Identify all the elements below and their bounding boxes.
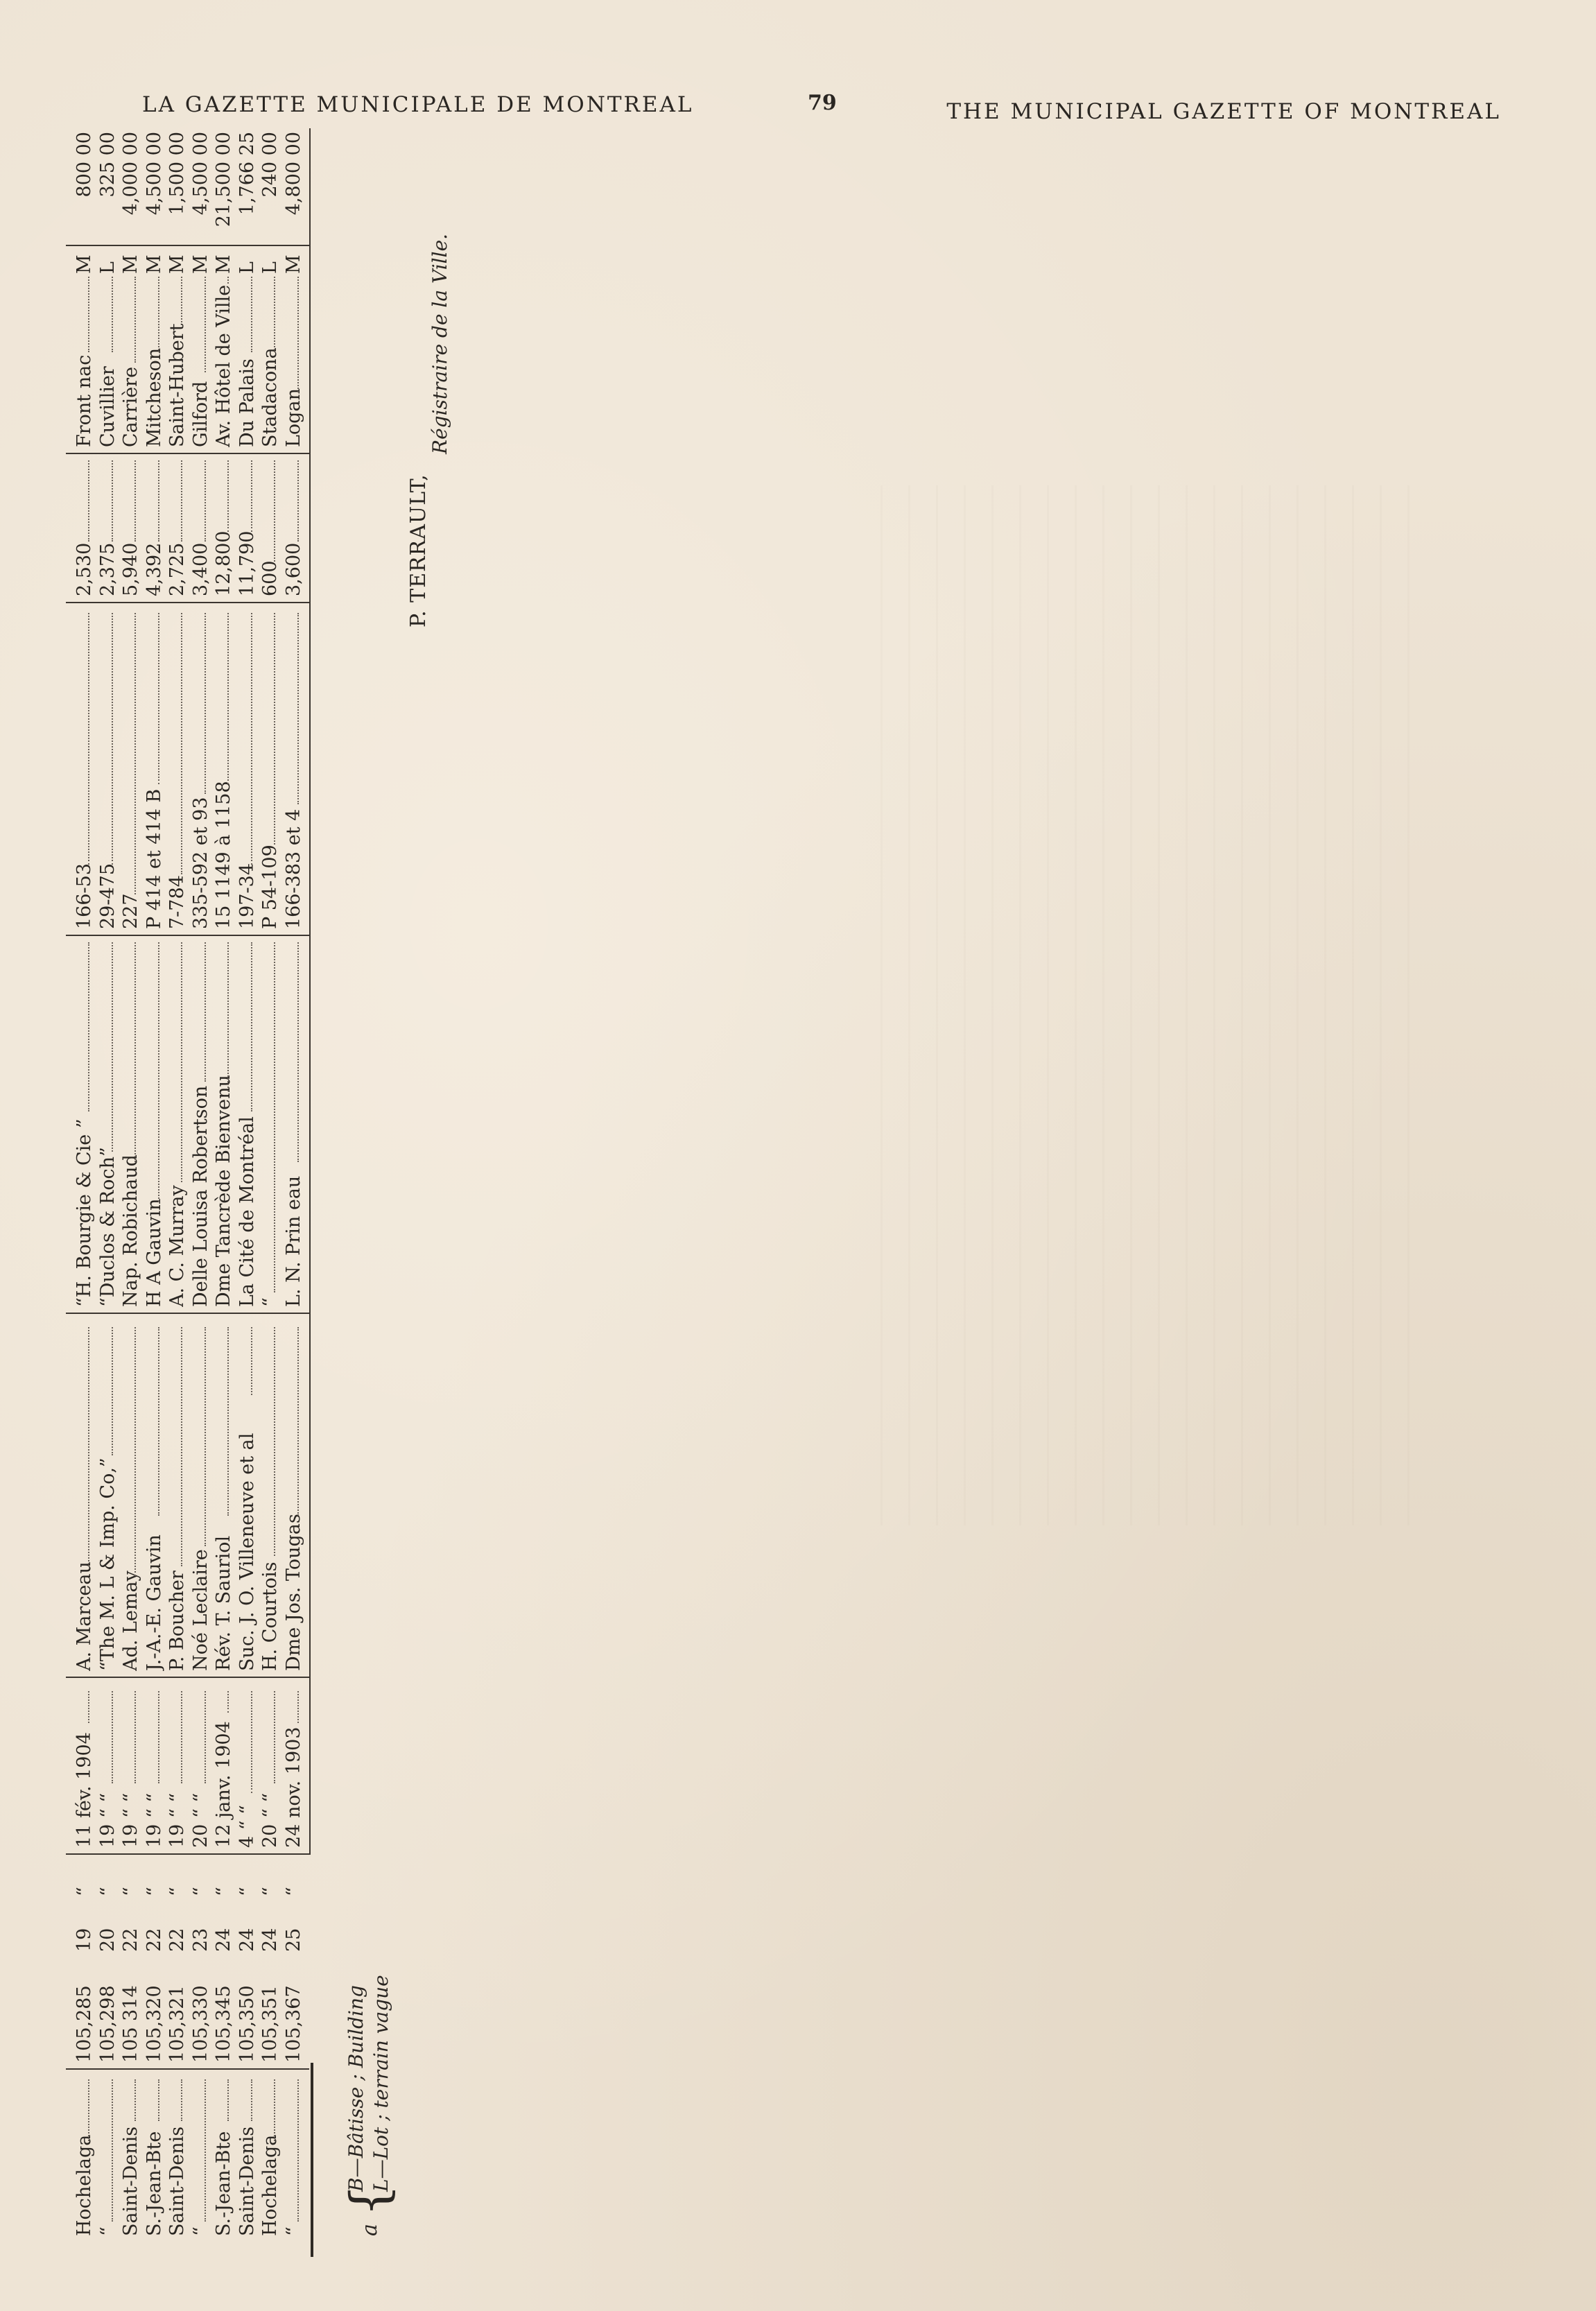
table-row (259, 132, 281, 2257)
cell-street: Logan (282, 388, 304, 447)
cell-seller: P. Boucher (166, 1570, 188, 1671)
cell-num: 105,321 (166, 1985, 188, 2063)
leader-dots (119, 460, 136, 542)
running-header (142, 87, 1501, 131)
cell-seller: H. Courtois (259, 1561, 281, 1671)
table-row (96, 132, 119, 2257)
leader-dots (73, 942, 89, 1112)
signature-title: Régistraire de la Ville. (428, 233, 451, 454)
cell-q: “ (236, 1887, 258, 1896)
cell-v: 22 (120, 1928, 141, 1952)
registry-table (45, 132, 1362, 2257)
table-bottom-rule-thick (311, 2063, 313, 2257)
cell-buyer: Nap. Robichaud (120, 1154, 141, 1307)
cell-num: 105,298 (96, 1985, 119, 2063)
legend-building: B—Bâtisse ; Building (345, 1985, 367, 2192)
cell-v: 24 (236, 1928, 258, 1952)
cell-ward: Saint-Denis (120, 2126, 141, 2236)
cell-v: 23 (189, 1928, 211, 1952)
cell-q: “ (282, 1887, 304, 1896)
leader-dots (189, 1327, 206, 1546)
leader-dots (259, 942, 275, 1293)
leader-dots (189, 2079, 206, 2222)
cell-lot: 15 1149 à 1158 (213, 781, 234, 929)
leader-dots (282, 2079, 299, 2222)
leader-dots (166, 1327, 182, 1566)
leader-dots (166, 277, 182, 322)
leader-dots (119, 613, 136, 895)
cell-seller: Dme Jos. Tougas (282, 1514, 304, 1671)
cell-lot: 29-475 (96, 863, 119, 929)
cell-value: 325 00 (96, 132, 119, 198)
cell-area: 12,800 (213, 530, 234, 596)
cell-street: Stadacona (259, 347, 281, 447)
leader-dots (166, 942, 182, 1182)
table-row (143, 132, 166, 2257)
leader-dots (96, 942, 113, 1152)
cell-area: 3,600 (282, 542, 304, 596)
cell-type: M (143, 254, 165, 274)
column-rule (66, 935, 309, 936)
cell-type: M (189, 254, 211, 274)
cell-street: Mitcheson (143, 347, 165, 447)
cell-ward: “ (96, 2226, 119, 2236)
cell-value: 800 00 (73, 132, 95, 198)
leader-dots (189, 613, 206, 795)
leader-dots (119, 277, 136, 363)
cell-value: 1,766 25 (236, 132, 258, 216)
leader-dots (73, 1327, 89, 1566)
leader-dots (143, 613, 159, 784)
cell-value: 4,000 00 (120, 132, 141, 216)
cell-date: 20 “ “ (189, 1792, 211, 1848)
cell-date: 11 fév. 1904 (73, 1732, 95, 1848)
cell-ward: S.-Jean-Bte (143, 2131, 165, 2236)
column-rule (66, 245, 309, 246)
cell-area: 2,725 (166, 542, 188, 596)
cell-street: Carrière (120, 366, 141, 447)
cell-type: L (259, 261, 281, 274)
leader-dots (212, 2079, 229, 2122)
cell-area: 2,375 (96, 542, 119, 596)
cell-date: 24 nov. 1903 (282, 1726, 304, 1848)
cell-q: “ (96, 1887, 119, 1896)
cell-buyer: “H. Bourgie & Cie ” (73, 1118, 95, 1307)
cell-type: L (96, 261, 119, 274)
cell-street: Du Palais (236, 358, 258, 447)
leader-dots (259, 1327, 275, 1557)
cell-street: Front nac (73, 354, 95, 447)
cell-date: 4 “ “ (236, 1805, 258, 1848)
cell-date: 12 janv. 1904 (213, 1721, 234, 1848)
cell-value: 240 00 (259, 132, 281, 198)
cell-date: 19 “ “ (166, 1792, 188, 1848)
leader-dots (282, 1691, 299, 1723)
leader-dots (259, 1691, 275, 1783)
cell-buyer: H A Gauvin (143, 1198, 165, 1307)
cell-type: M (213, 254, 234, 274)
cell-value: 21,500 00 (213, 132, 234, 227)
cell-lot: 7-784 (166, 875, 188, 929)
leader-dots (143, 942, 159, 1202)
leader-dots (236, 2079, 252, 2122)
legend-letter: a (358, 2224, 382, 2236)
cell-area: 5,940 (120, 542, 141, 596)
rotated-registry-table (45, 132, 1362, 2257)
cell-area: 600 (259, 560, 281, 596)
cell-num: 105,285 (73, 1985, 95, 2063)
leader-dots (282, 277, 299, 393)
leader-dots (282, 1327, 299, 1516)
table-row (119, 132, 142, 2257)
cell-buyer: L. N. Prin eau (282, 1175, 304, 1307)
cell-q: “ (73, 1887, 95, 1896)
table-row (73, 132, 96, 2257)
cell-q: “ (189, 1887, 211, 1896)
column-rule (66, 1313, 309, 1314)
column-rule (66, 1677, 309, 1678)
leader-dots (73, 613, 89, 865)
leader-dots (212, 613, 229, 784)
leader-dots (259, 460, 275, 562)
cell-num: 105,330 (189, 1985, 211, 2063)
cell-v: 25 (282, 1928, 304, 1952)
cell-buyer: A. C. Murray (166, 1185, 188, 1307)
cell-type: M (282, 254, 304, 274)
legend-brace: { (340, 2183, 399, 2217)
column-rule (66, 602, 309, 603)
cell-street: Av. Hôtel de Ville (213, 284, 234, 447)
cell-lot: 197-34 (236, 863, 258, 929)
cell-v: 24 (259, 1928, 281, 1952)
leader-dots (212, 1327, 229, 1516)
leader-dots (212, 277, 229, 284)
leader-dots (212, 942, 229, 1092)
cell-num: 105,320 (143, 1985, 165, 2063)
cell-seller: Ad. Lemay (120, 1570, 141, 1671)
cell-street: Saint-Hubert (166, 323, 188, 447)
leader-dots (166, 613, 182, 875)
leader-dots (282, 460, 299, 542)
cell-area: 3,400 (189, 542, 211, 596)
cell-buyer: “ (259, 1297, 281, 1307)
leader-dots (73, 277, 89, 353)
cell-v: 22 (166, 1928, 188, 1952)
table-row (166, 132, 189, 2257)
cell-date: 19 “ “ (96, 1792, 119, 1848)
cell-buyer: Delle Louisa Robertson (189, 1085, 211, 1307)
cell-lot: P 414 et 414 B (143, 788, 165, 929)
cell-date: 19 “ “ (143, 1792, 165, 1848)
cell-value: 4,500 00 (143, 132, 165, 216)
cell-num: 105,345 (213, 1985, 234, 2063)
leader-dots (236, 1691, 252, 1794)
leader-dots (189, 1691, 206, 1783)
cell-ward: Hochelaga (259, 2134, 281, 2236)
leader-dots (119, 1691, 136, 1783)
leader-dots (166, 460, 182, 542)
leader-dots (96, 460, 113, 542)
cell-value: 4,500 00 (189, 132, 211, 216)
cell-street: Gilford (189, 381, 211, 447)
cell-value: 4,800 00 (282, 132, 304, 216)
cell-ward: Hochelaga (73, 2134, 95, 2236)
cell-lot: 166-383 et 4 (282, 808, 304, 929)
header-french-title: LA GAZETTE MUNICIPALE DE MONTREAL (142, 92, 694, 117)
leader-dots (119, 2079, 136, 2122)
cell-buyer: “Duclos & Roch” (96, 1147, 119, 1307)
cell-q: “ (213, 1887, 234, 1896)
cell-buyer: Dme Tancrède Bienvenu (213, 1075, 234, 1307)
leader-dots (236, 613, 252, 865)
cell-lot: 166-53 (73, 863, 95, 929)
cell-buyer: La Cité de Montréal (236, 1116, 258, 1307)
column-rule (66, 2068, 309, 2070)
leader-dots (259, 2079, 275, 2142)
leader-dots (96, 1327, 113, 1456)
legend-lot: L—Lot ; terrain vague (370, 1975, 392, 2192)
cell-num: 105,350 (236, 1985, 258, 2063)
leader-dots (189, 277, 206, 373)
cell-type: L (236, 261, 258, 274)
leader-dots (143, 2079, 159, 2122)
cell-q: “ (120, 1887, 141, 1896)
cell-v: 24 (213, 1928, 234, 1952)
leader-dots (143, 277, 159, 353)
leader-dots (96, 277, 113, 353)
cell-seller: “The M. L & Imp. Co,” (96, 1457, 119, 1671)
leader-dots (96, 1691, 113, 1783)
cell-type: M (73, 254, 95, 274)
cell-ward: S.-Jean-Bte (213, 2131, 234, 2236)
cell-seller: Suc. J. O. Villeneuve et al (236, 1433, 258, 1671)
leader-dots (282, 942, 299, 1162)
cell-seller: Noé Leclaire (189, 1549, 211, 1671)
cell-v: 19 (73, 1928, 95, 1952)
leader-dots (119, 942, 136, 1162)
cell-v: 20 (96, 1928, 119, 1952)
leader-dots (259, 613, 275, 845)
cell-value: 1,500 00 (166, 132, 188, 216)
table-row (189, 132, 212, 2257)
page-number: 79 (808, 91, 837, 115)
cell-ward: Saint-Denis (236, 2126, 258, 2236)
leader-dots (189, 942, 206, 1082)
cell-area: 11,790 (236, 530, 258, 596)
cell-date: 19 “ “ (120, 1792, 141, 1848)
leader-dots (119, 1327, 136, 1577)
cell-q: “ (166, 1887, 188, 1896)
cell-lot: 227 (120, 893, 141, 929)
leader-dots (143, 1327, 159, 1516)
leader-dots (143, 1691, 159, 1783)
cell-num: 105,351 (259, 1985, 281, 2063)
column-rule (66, 453, 309, 454)
leader-dots (73, 1691, 89, 1723)
leader-dots (143, 460, 159, 542)
cell-ward: “ (282, 2226, 304, 2236)
leader-dots (236, 460, 252, 532)
leader-dots (96, 613, 113, 865)
header-english-title: THE MUNICIPAL GAZETTE OF MONTREAL (946, 99, 1501, 124)
cell-num: 105,367 (282, 1985, 304, 2063)
cell-v: 22 (143, 1928, 165, 1952)
table-bottom-rule (309, 128, 311, 1855)
cell-q: “ (259, 1887, 281, 1896)
table-row (282, 132, 305, 2257)
leader-dots (236, 1327, 252, 1396)
cell-ward: “ (189, 2226, 211, 2236)
column-rule (66, 1853, 309, 1855)
cell-lot: 335-592 et 93 (189, 797, 211, 929)
cell-q: “ (143, 1887, 165, 1896)
leader-dots (212, 1691, 229, 1713)
cell-type: M (120, 254, 141, 274)
cell-num: 105 314 (120, 1985, 141, 2063)
cell-lot: P 54-109 (259, 845, 281, 929)
cell-date: 20 “ “ (259, 1792, 281, 1848)
cell-type: M (166, 254, 188, 274)
leader-dots (282, 613, 299, 804)
cell-seller: Rév. T. Sauriol (213, 1535, 234, 1671)
leader-dots (166, 2079, 182, 2122)
leader-dots (236, 277, 252, 353)
cell-area: 2,530 (73, 542, 95, 596)
leader-dots (96, 2079, 113, 2222)
leader-dots (166, 1691, 182, 1783)
table-row (212, 132, 235, 2257)
cell-seller: A. Marceau (73, 1561, 95, 1671)
cell-street: Cuvillier (96, 366, 119, 447)
leader-dots (212, 460, 229, 532)
cell-area: 4,392 (143, 542, 165, 596)
signature-name: P. TERRAULT, (406, 474, 431, 627)
cell-ward: Saint-Denis (166, 2126, 188, 2236)
table-row (236, 132, 259, 2257)
cell-seller: J.-A.-E. Gauvin (143, 1534, 165, 1671)
leader-dots (259, 277, 275, 353)
leader-dots (189, 460, 206, 542)
leader-dots (73, 2079, 89, 2142)
leader-dots (73, 460, 89, 542)
leader-dots (236, 942, 252, 1112)
